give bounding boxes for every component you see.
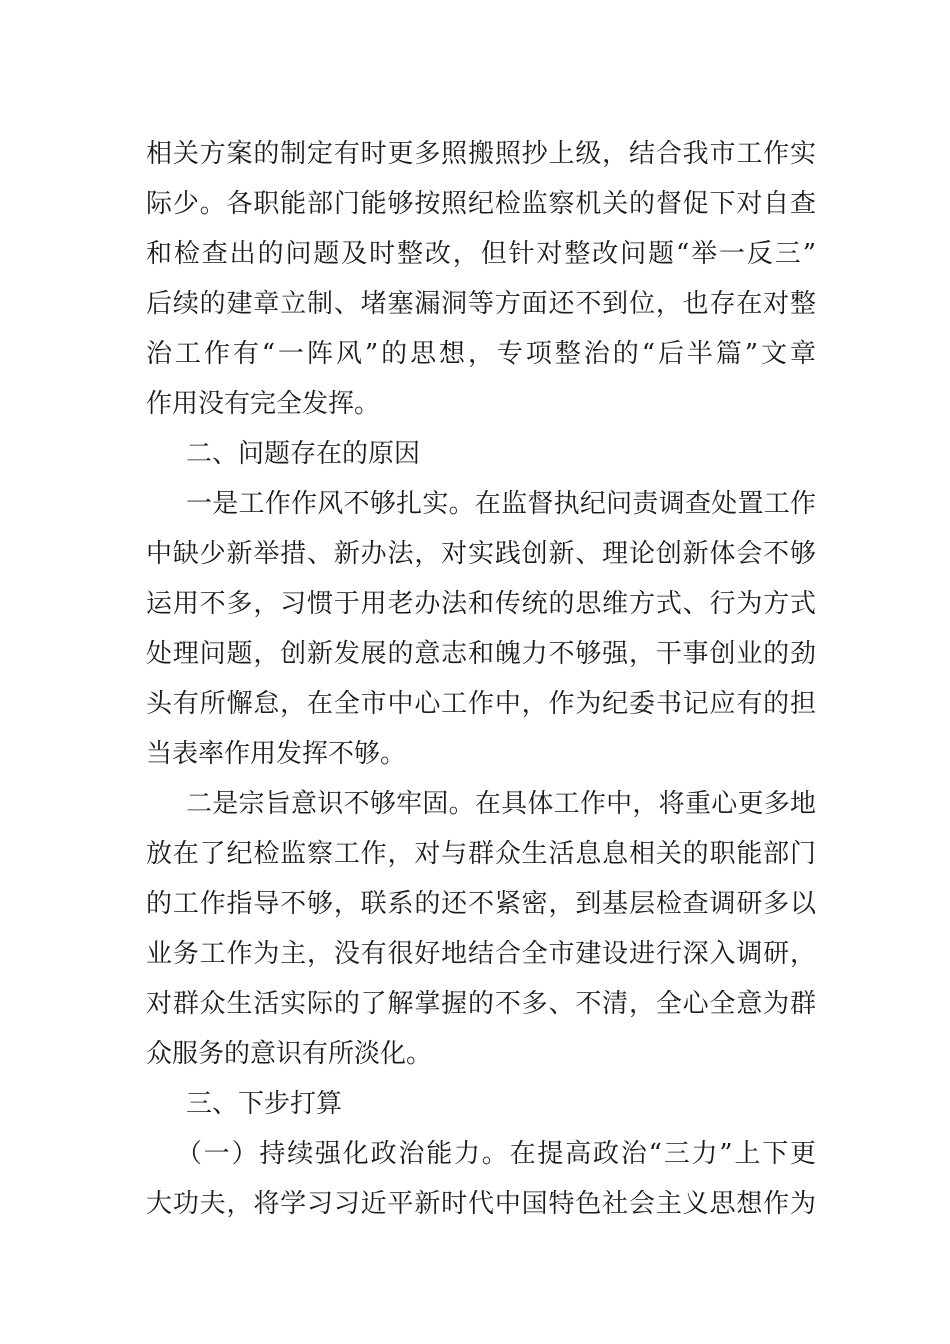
paragraph-line: 后续的建章立制、堵塞漏洞等方面还不到位，也存在对整	[146, 289, 816, 319]
paragraph-line: 作用没有完全发挥。	[146, 389, 381, 419]
paragraph-line: 头有所懈怠，在全市中心工作中，作为纪委书记应有的担	[146, 689, 816, 719]
paragraph-line: 二是宗旨意识不够牢固。在具体工作中，将重心更多地	[186, 789, 816, 819]
paragraph-line: 的工作指导不够，联系的还不紧密，到基层检查调研多以	[146, 889, 816, 919]
paragraph-line: 和检查出的问题及时整改，但针对整改问题“举一反三”	[146, 239, 816, 269]
paragraph-line: 相关方案的制定有时更多照搬照抄上级，结合我市工作实	[146, 139, 816, 169]
paragraph-line: 治工作有“一阵风”的思想，专项整治的“后半篇”文章	[146, 339, 816, 369]
section-heading: 二、问题存在的原因	[186, 439, 421, 469]
paragraph-line: 大功夫，将学习习近平新时代中国特色社会主义思想作为	[146, 1189, 816, 1219]
paragraph-line: 放在了纪检监察工作，对与群众生活息息相关的职能部门	[146, 839, 816, 869]
paragraph-line: 运用不多，习惯于用老办法和传统的思维方式、行为方式	[146, 589, 816, 619]
paragraph-line: 众服务的意识有所淡化。	[146, 1039, 433, 1069]
paragraph-line: 中缺少新举措、新办法，对实践创新、理论创新体会不够	[146, 539, 816, 569]
paragraph-line: 当表率作用发挥不够。	[146, 739, 407, 769]
paragraph-line: 际少。各职能部门能够按照纪检监察机关的督促下对自查	[146, 189, 816, 219]
paragraph-line: 处理问题，创新发展的意志和魄力不够强，干事创业的劲	[146, 639, 816, 669]
paragraph-line: （一）持续强化政治能力。在提高政治“三力”上下更	[176, 1139, 816, 1169]
section-heading: 三、下步打算	[186, 1089, 343, 1119]
paragraph-line: 一是工作作风不够扎实。在监督执纪问责调查处置工作	[186, 489, 816, 519]
paragraph-line: 业务工作为主，没有很好地结合全市建设进行深入调研，	[146, 939, 816, 969]
paragraph-line: 对群众生活实际的了解掌握的不多、不清，全心全意为群	[146, 989, 816, 1019]
